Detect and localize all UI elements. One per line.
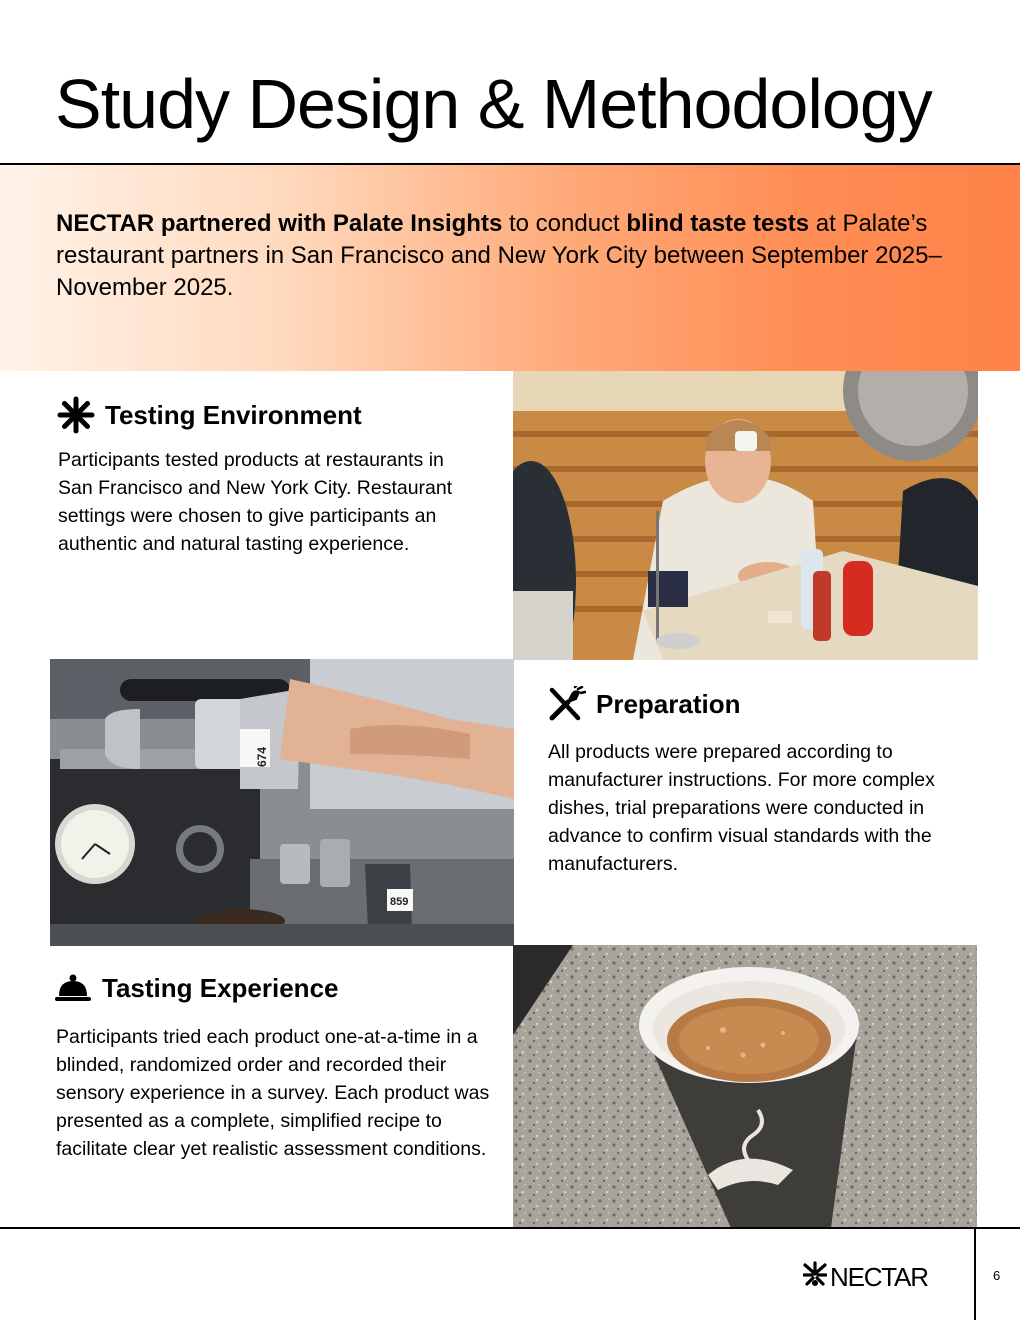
photo-espresso-preparation xyxy=(50,659,514,946)
footer-vertical-divider xyxy=(974,1229,976,1320)
intro-bold-partner: NECTAR partnered with Palate Insights xyxy=(56,210,503,237)
intro-banner xyxy=(0,165,1020,371)
utensils-icon xyxy=(548,686,586,722)
cloche-icon xyxy=(54,972,92,1004)
section-heading-label: Preparation xyxy=(596,688,741,719)
section-heading-label: Tasting Experience xyxy=(102,972,339,1003)
pitcher-label-1: 674 xyxy=(255,746,269,767)
section-heading-label: Testing Environment xyxy=(105,399,362,430)
intro-text-1: to conduct xyxy=(502,210,627,237)
asterisk-icon xyxy=(57,396,95,434)
intro-text-2: at Palate’s restaurant partners in San Francisco and New York City between September 2025–November 2025. xyxy=(56,210,942,301)
page-number: 6 xyxy=(993,1268,1001,1283)
nectar-logo-text: NECTAR xyxy=(830,1262,928,1292)
intro-bold-tests: blind taste tests xyxy=(626,210,810,237)
section-tasting-experience-body: Participants tried each product one-at-a-time in a blinded, randomized order and recorded their sensory experience in a survey. Each product was presented as a complete, simplified recipe to facilitate clear yet realistic assessment conditions. xyxy=(56,1026,490,1160)
section-testing-environment-body: Participants tested products at restaurants in San Francisco and New York City. Restaurant settings were chosen to give participants an authentic and natural tasting experience. xyxy=(58,449,453,555)
bottom-divider xyxy=(0,1227,1020,1229)
page-title: Study Design & Methodology xyxy=(55,65,932,143)
nectar-logo xyxy=(803,1261,928,1294)
section-preparation-heading xyxy=(548,686,741,722)
section-testing-environment-heading xyxy=(57,396,362,434)
pitcher-label-2: 859 xyxy=(390,896,409,908)
intro-text xyxy=(56,208,956,304)
section-preparation-body: All products were prepared according to manufacturer instructions. For more complex dishes, trial preparations were conducted in advance to confirm visual standards with the manufacturers. xyxy=(548,741,935,875)
photo-restaurant-tasting xyxy=(513,371,978,660)
nectar-logo-icon xyxy=(803,1261,827,1294)
photo-espresso-cup xyxy=(513,945,977,1228)
section-tasting-experience-heading xyxy=(54,972,339,1004)
